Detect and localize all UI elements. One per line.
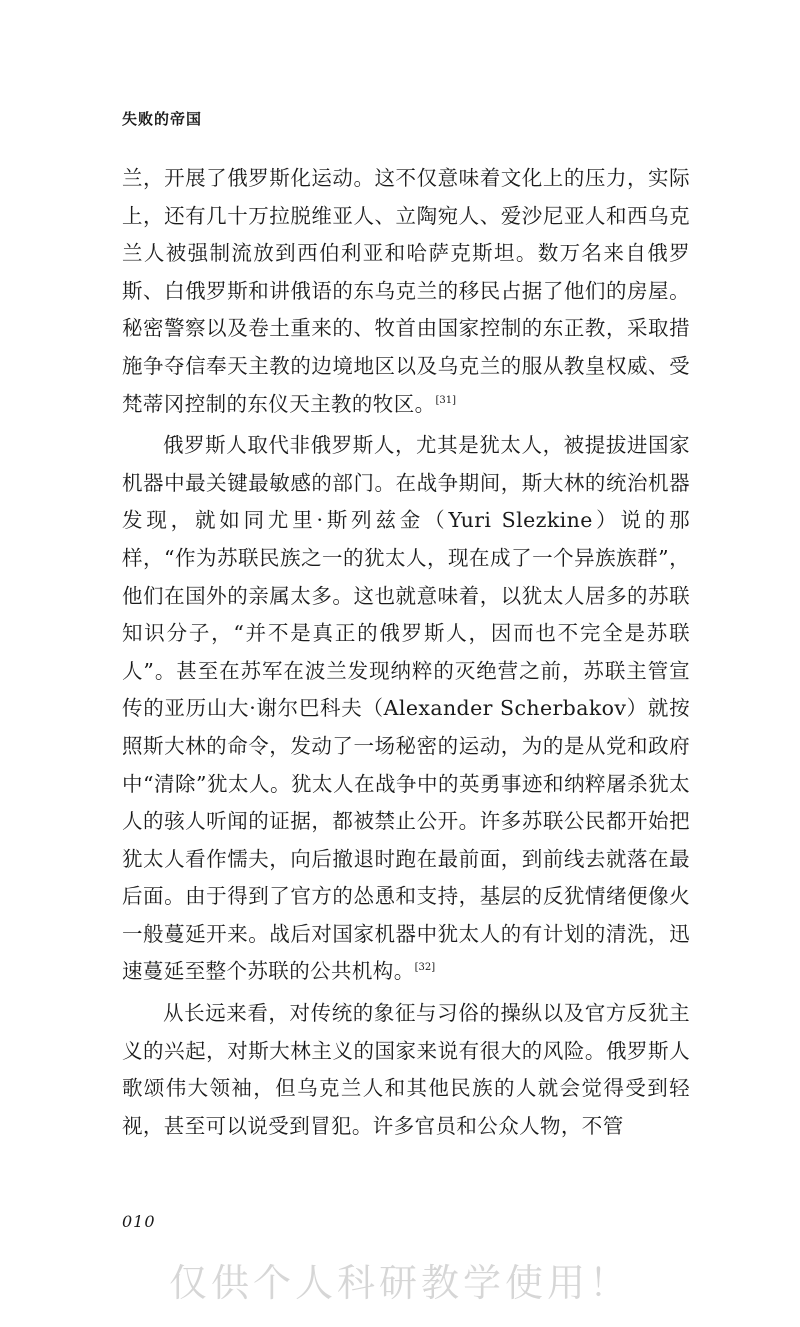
running-head: 失败的帝国 [122, 110, 203, 128]
paragraph-3 [122, 995, 690, 1145]
watermark: 仅供个人科研教学使用！ [168, 1261, 631, 1305]
paragraph-1-text: 兰，开展了俄罗斯化运动。这不仅意味着文化上的压力，实际上，还有几十万拉脱维亚人、立陶宛人、爱沙尼亚人和西乌克兰人被强制流放到西伯利亚和哈萨克斯坦。数万名来自俄罗斯、白俄罗斯和讲俄语的东乌克兰的移民占据了他们的房屋。秘密警察以及卷土重来的、牧首由国家控制的东正教，采取措施争夺信奉天主教的边境地区以及乌克兰的服从教皇权威、受梵蒂冈控制的东仪天主教的牧区。 [122, 166, 690, 416]
paragraph-2-text: 俄罗斯人取代非俄罗斯人，尤其是犹太人，被提拔进国家机器中最关键最敏感的部门。在战争期间，斯大林的统治机器发现，就如同尤里·斯列兹金（Yuri Slezkine）说的那样，“作为苏联民族之一的犹太人，现在成了一个异族族群”，他们在国外的亲属太多。这也就意味着，以犹太人居多的苏联知识分子，“并不是真正的俄罗斯人，因而也不完全是苏联人”。甚至在苏军在波兰发现纳粹的灭绝营之前，苏联主管宣传的亚历山大·谢尔巴科夫（Alexander Scherbakov）就按照斯大林的命令，发动了一场秘密的运动，为的是从党和政府中“清除”犹太人。犹太人在战争中的英勇事迹和纳粹屠杀犹太人的骇人听闻的证据，都被禁止公开。许多苏联公民都开始把犹太人看作懦夫，向后撤退时跑在最前面，到前线去就落在最后面。由于得到了官方的怂恿和支持，基层的反犹情绪便像火一般蔓延开来。战后对国家机器中犹太人的有计划的清洗，迅速蔓延至整个苏联的公共机构。 [122, 433, 690, 984]
body-text [122, 160, 690, 1149]
paragraph-2 [122, 427, 690, 991]
footnote-marker-31: [31] [435, 394, 457, 406]
footnote-marker-32: [32] [414, 962, 436, 974]
page-number: 010 [122, 1212, 156, 1231]
paragraph-1 [122, 160, 690, 423]
paragraph-3-text: 从长远来看，对传统的象征与习俗的操纵以及官方反犹主义的兴起，对斯大林主义的国家来说有很大的风险。俄罗斯人歌颂伟大领袖，但乌克兰人和其他民族的人就会觉得受到轻视，甚至可以说受到冒犯。许多官员和公众人物，不管 [122, 1001, 690, 1138]
